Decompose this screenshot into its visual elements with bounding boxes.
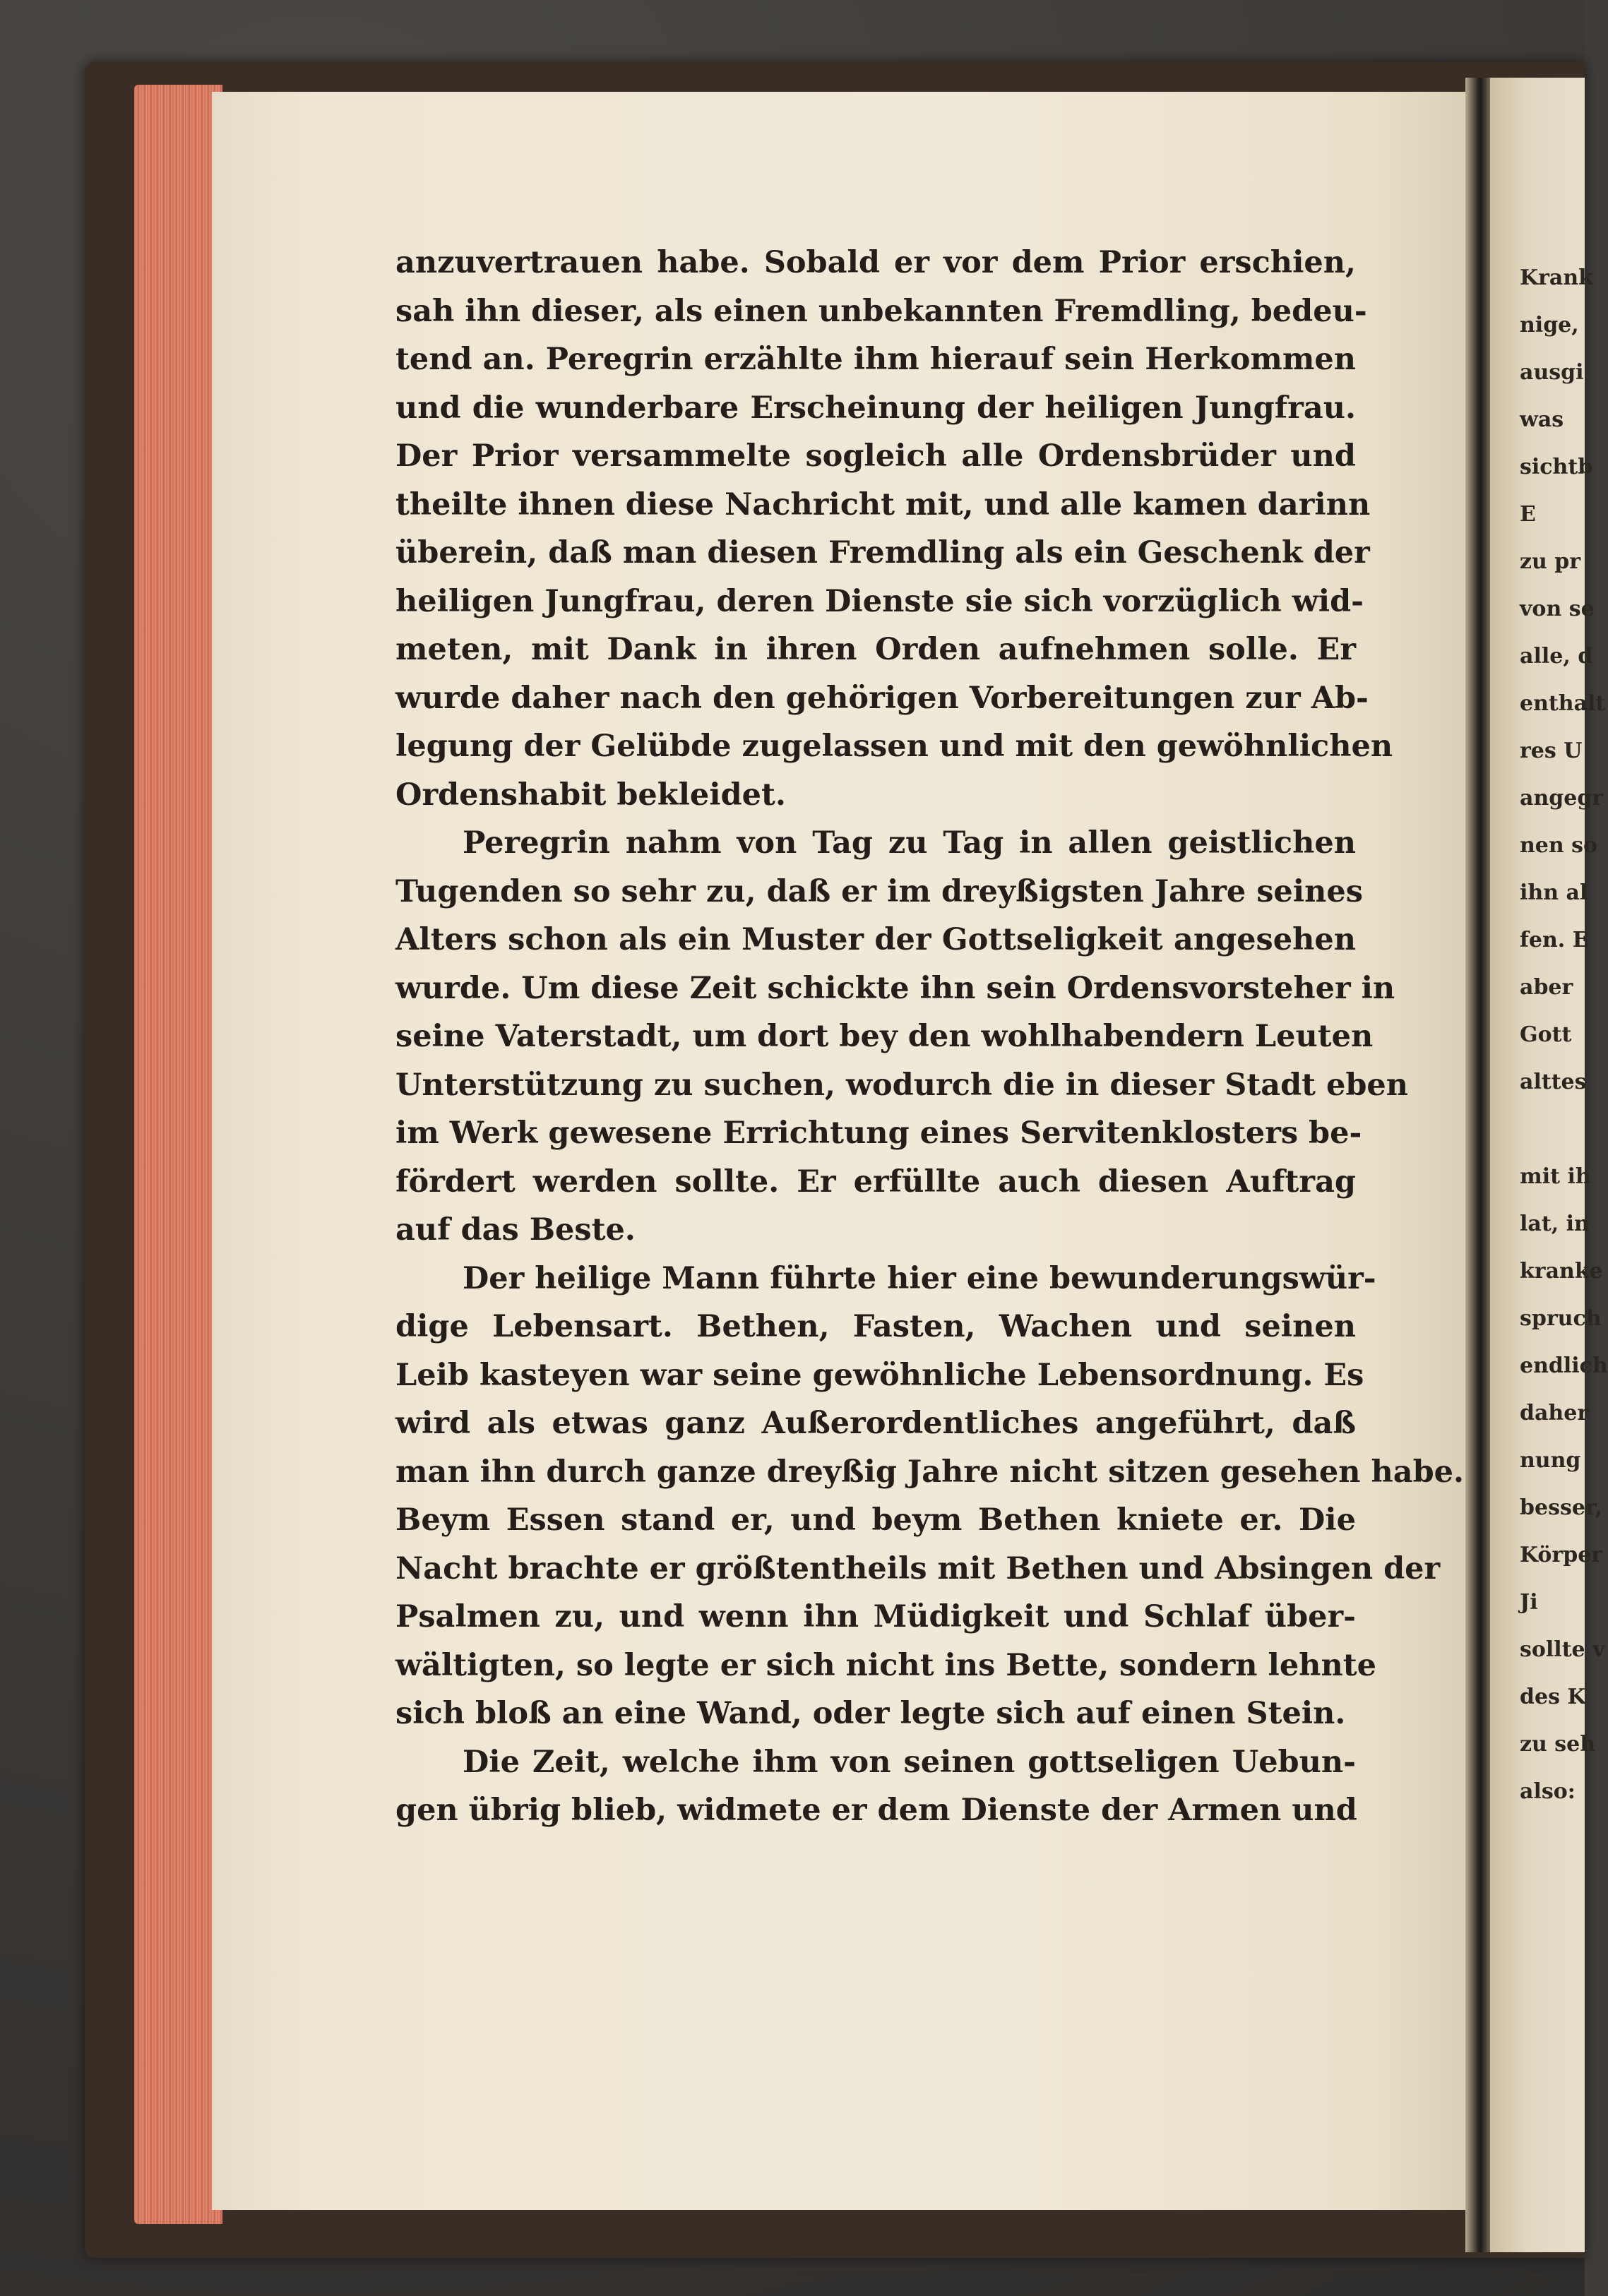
facing-line: also: — [1520, 1779, 1576, 1804]
facing-line: sichtb — [1520, 455, 1593, 479]
text-line: Psalmen zu, und wenn ihn Müdigkeit und Schlaf über- — [395, 1599, 1356, 1634]
book-gutter — [1465, 78, 1494, 2252]
facing-line: lat, in — [1520, 1212, 1590, 1236]
text-line: auf das Beste. — [395, 1212, 636, 1248]
text-line: sich bloß an eine Wand, oder legte sich auf einen Stein. — [395, 1696, 1346, 1731]
text-line: theilte ihnen diese Nachricht mit, und alle kamen darinn — [395, 486, 1371, 522]
text-line: im Werk gewesene Errichtung eines Servitenklosters be- — [395, 1116, 1362, 1151]
text-line: Nacht brachte er größtentheils mit Bethen und Absingen der — [395, 1550, 1441, 1586]
facing-line: enthalt — [1520, 691, 1606, 716]
text-line: Beym Essen stand er, und beym Bethen kniete er. Die — [395, 1502, 1356, 1538]
text-line: wurde daher nach den gehörigen Vorbereitungen zur Ab- — [395, 680, 1369, 716]
facing-line: fen. E — [1520, 928, 1589, 952]
text-line: überein, daß man diesen Fremdling als ein Geschenk der — [395, 535, 1370, 570]
facing-line: nen so — [1520, 833, 1598, 858]
facing-line: sollte v — [1520, 1637, 1605, 1662]
text-line: wältigten, so legte er sich nicht ins Bette, sondern lehnte — [395, 1647, 1376, 1683]
facing-line: von se — [1520, 597, 1595, 621]
text-line: heiligen Jungfrau, deren Dienste sie sich vorzüglich wid- — [395, 583, 1364, 619]
text-line: Alters schon als ein Muster der Gottseligkeit angesehen — [395, 922, 1356, 957]
text-line: Tugenden so sehr zu, daß er im dreyßigsten Jahre seines — [395, 873, 1363, 909]
text-line: fördert werden sollte. Er erfüllte auch diesen Auftrag — [395, 1164, 1356, 1200]
facing-line: besser, — [1520, 1495, 1602, 1520]
text-line: wurde. Um diese Zeit schickte ihn sein Ordensvorsteher in — [395, 970, 1395, 1006]
facing-line: Gott — [1520, 1022, 1572, 1047]
facing-line: Ji — [1520, 1590, 1538, 1615]
paragraph-start-line: Der heilige Mann führte hier eine bewunderungswür- — [463, 1260, 1376, 1296]
paragraph-start-line: Peregrin nahm von Tag zu Tag in allen geistlichen — [463, 825, 1356, 861]
text-line: Leib kasteyen war seine gewöhnliche Lebensordnung. Es — [395, 1357, 1364, 1393]
facing-line: kranke — [1520, 1259, 1603, 1284]
facing-page-text — [1520, 254, 1608, 1815]
text-line: meten, mit Dank in ihren Orden aufnehmen solle. Er — [395, 632, 1356, 667]
facing-line: angegr — [1520, 786, 1604, 811]
facing-line: E — [1520, 502, 1536, 527]
text-line: anzuvertrauen habe. Sobald er vor dem Prior erschien, — [395, 245, 1356, 280]
facing-line: aber — [1520, 975, 1573, 1000]
facing-line: ihn al — [1520, 880, 1588, 905]
text-line: man ihn durch ganze dreyßig Jahre nicht sitzen gesehen habe. — [395, 1454, 1464, 1490]
text-line: Unterstützung zu suchen, wodurch die in dieser Stadt eben — [395, 1067, 1409, 1103]
facing-line: alttes — [1520, 1070, 1587, 1094]
paragraph-start-line: Die Zeit, welche ihm von seinen gottseligen Uebun- — [463, 1744, 1356, 1780]
facing-line: zu pr — [1520, 549, 1581, 574]
page-text — [395, 239, 1464, 1933]
facing-line: was — [1520, 407, 1564, 432]
text-line: sah ihn dieser, als einen unbekannten Fremdling, bedeu- — [395, 293, 1367, 329]
facing-line: Krank — [1520, 265, 1593, 290]
text-line: wird als etwas ganz Außerordentliches angeführt, daß — [395, 1406, 1356, 1441]
text-line: legung der Gelübde zugelassen und mit den gewöhnlichen — [395, 729, 1393, 764]
text-line: seine Vaterstadt, um dort bey den wohlhabendern Leuten — [395, 1019, 1374, 1054]
facing-line: des K — [1520, 1685, 1586, 1709]
text-line: Ordenshabit bekleidet. — [395, 777, 786, 813]
facing-line: zu seh — [1520, 1732, 1596, 1757]
text-line: und die wunderbare Erscheinung der heiligen Jungfrau. — [395, 390, 1356, 426]
facing-line: Körper — [1520, 1543, 1603, 1567]
facing-line — [1520, 1106, 1585, 1153]
facing-line: spruch — [1520, 1306, 1602, 1331]
text-line: tend an. Peregrin erzählte ihm hierauf sein Herkommen — [395, 342, 1356, 377]
page-edge — [134, 85, 222, 2224]
facing-line: res U — [1520, 739, 1583, 763]
facing-line: nung — [1520, 1448, 1581, 1473]
facing-line: ausgi — [1520, 360, 1584, 385]
text-line: dige Lebensart. Bethen, Fasten, Wachen und seinen — [395, 1309, 1356, 1344]
facing-line: daher — [1520, 1401, 1589, 1425]
text-line: Der Prior versammelte sogleich alle Ordensbrüder und — [395, 438, 1356, 474]
facing-line: endlich — [1520, 1353, 1608, 1378]
text-line: gen übrig blieb, widmete er dem Dienste der Armen und — [395, 1793, 1357, 1828]
facing-line: mit ih — [1520, 1164, 1591, 1189]
facing-line: nige, — [1520, 313, 1579, 337]
facing-line: alle, d — [1520, 644, 1593, 669]
